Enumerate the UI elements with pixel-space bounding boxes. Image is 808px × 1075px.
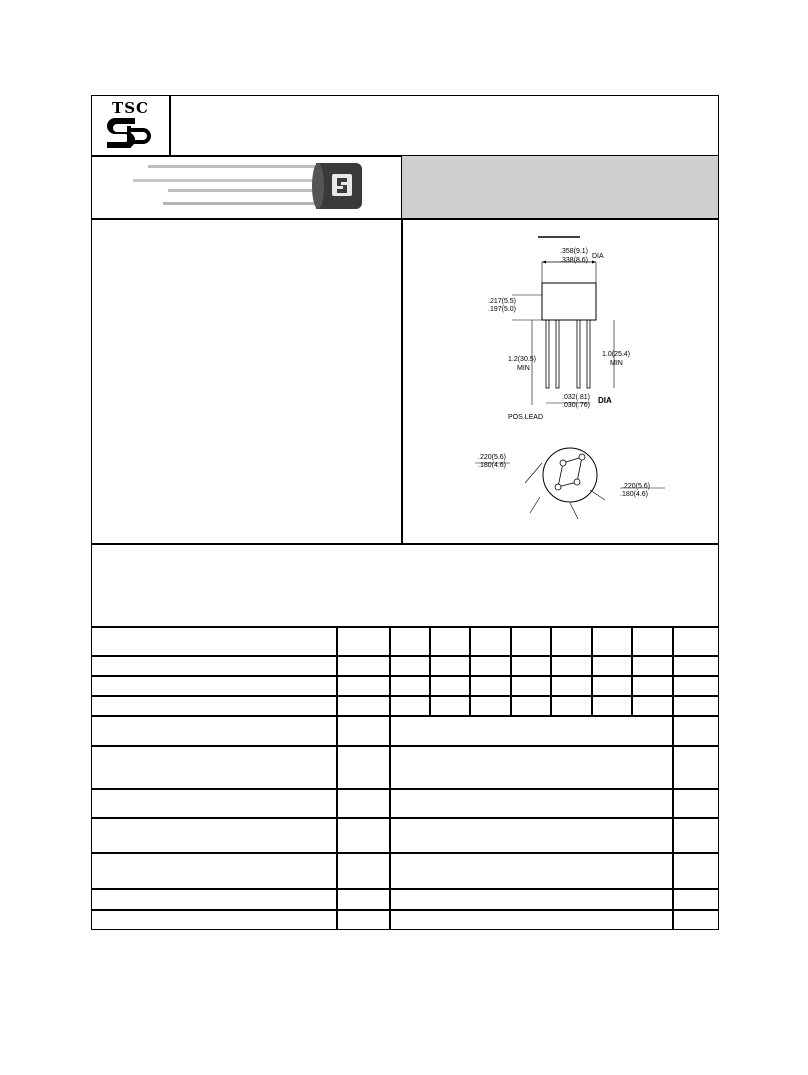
outline-drawing xyxy=(470,225,680,525)
svg-text:DIA: DIA xyxy=(598,396,612,405)
svg-text:1.0(25.4): 1.0(25.4) xyxy=(602,351,631,358)
svg-text:.180(4.6): .180(4.6) xyxy=(478,462,507,469)
svg-text:.358(9.1): .358(9.1) xyxy=(560,248,589,255)
table-col-line xyxy=(429,627,431,716)
photo-bottom-line xyxy=(92,218,718,220)
svg-text:.030(.76): .030(.76) xyxy=(562,402,591,409)
table-row-line xyxy=(92,655,718,657)
part-title-panel xyxy=(402,156,718,218)
svg-text:MIN: MIN xyxy=(610,360,623,367)
table-row-line xyxy=(92,695,718,697)
logo-text: TSC xyxy=(112,99,149,117)
svg-text:.220(5.6): .220(5.6) xyxy=(622,483,651,490)
svg-text:.032(.81): .032(.81) xyxy=(562,394,591,401)
svg-text:.220(5.6): .220(5.6) xyxy=(478,454,507,461)
table-col-line xyxy=(672,627,674,929)
component-photo xyxy=(128,157,378,217)
svg-text:.338(8.6): .338(8.6) xyxy=(560,257,589,264)
svg-text:.180(4.6): .180(4.6) xyxy=(620,491,649,498)
table-row-line xyxy=(92,817,718,819)
table-row-line xyxy=(92,888,718,890)
svg-text:MIN: MIN xyxy=(517,365,530,372)
table-top-line xyxy=(92,626,718,628)
svg-text:.217(5.5): .217(5.5) xyxy=(488,298,517,305)
svg-text:1.2(30.5): 1.2(30.5) xyxy=(508,356,537,363)
table-col-line xyxy=(336,627,338,929)
table-row-line xyxy=(92,788,718,790)
svg-text:DIA: DIA xyxy=(592,253,604,260)
table-row-line xyxy=(92,745,718,747)
table-col-line xyxy=(631,627,633,716)
features-bottom-line xyxy=(92,543,718,545)
svg-text:.197(5.0): .197(5.0) xyxy=(488,306,517,313)
table-row-line xyxy=(92,715,718,717)
table-col-line xyxy=(550,627,552,716)
table-col-line xyxy=(469,627,471,716)
table-col-line xyxy=(591,627,593,716)
table-col-line xyxy=(389,627,391,929)
svg-text:POS.LEAD: POS.LEAD xyxy=(508,414,544,421)
header-divider xyxy=(169,96,171,155)
table-row-line xyxy=(92,675,718,677)
table-row-line xyxy=(92,852,718,854)
table-row-line xyxy=(92,909,718,911)
table-col-line xyxy=(510,627,512,716)
